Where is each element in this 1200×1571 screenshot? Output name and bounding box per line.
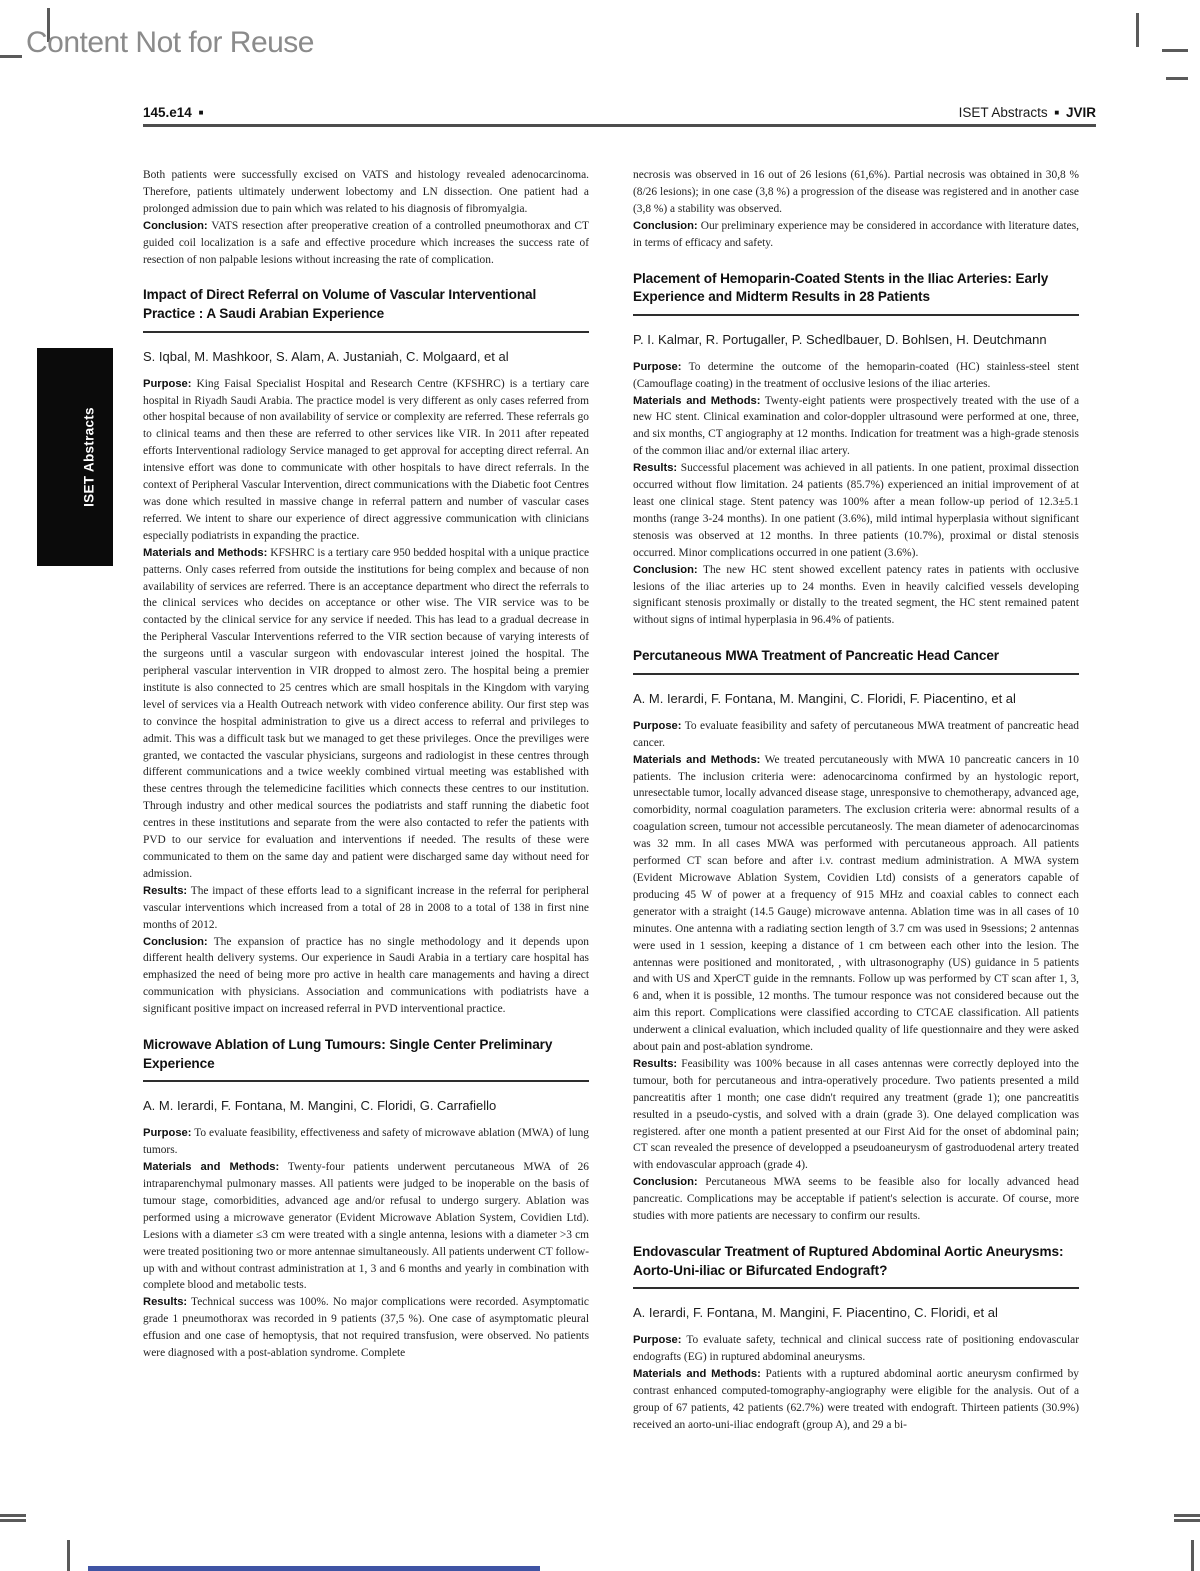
page-number-group [143,105,206,120]
crop-mark-top-right-horizontal-2 [1166,77,1188,80]
abstract-paragraph [633,359,1079,393]
author-line: P. I. Kalmar, R. Portugaller, P. Schedlbauer, D. Bohlsen, H. Deutchmann [633,331,1047,347]
crop-mark-top-right-vertical [1136,13,1139,47]
section-label: Purpose: [143,377,192,390]
side-tab-label: ISET Abstracts [81,407,97,507]
section-label: Conclusion: [143,935,208,948]
section-label: Conclusion: [633,219,698,232]
abstract-paragraph: necrosis was observed in 16 out of 26 lesions (61,6%). Partial necrosis was obtained in 30,8 % (8/26 lesions); in one case (3,8 %) a progression of the disease was registered and in another case (3,8 %) a stability was observed. [633,169,1079,215]
bottom-blue-bar [88,1566,540,1571]
abstract-paragraph [143,376,589,545]
abstract-paragraph [633,460,1079,561]
crop-mark-bottom-right-horizontal-1 [1174,1514,1200,1517]
section-label: Materials and Methods: [633,394,761,407]
crop-mark-bottom-left-horizontal-1 [0,1514,26,1517]
paragraph-text: Technical success was 100%. No major complications were recorded. Asymptomatic grade 1 pneumothorax was recorded in 9 patients (37,5 %). One case of asymptomatic pleural effusion and one case of hemoptysis, that not required transfusion, were observed. No patients were diagnosed with a post-ablation syndrome. Complete [143,1296,589,1360]
abstract-title: Impact of Direct Referral on Volume of Vascular Interventional Practice : A Saudi Arabian Experience [143,286,589,332]
author-line: A. Ierardi, F. Fontana, M. Mangini, F. Piacentino, C. Floridi, et al [633,1305,998,1321]
square-marker-icon: ■ [198,108,204,117]
abstract-paragraph [143,545,589,883]
watermark-text: Content Not for Reuse [26,26,314,59]
page-number: 145.e14 [143,105,192,120]
section-title: ISET Abstracts [958,105,1048,120]
abstract-paragraph [633,1366,1079,1434]
abstract-paragraph [143,218,589,269]
paragraph-text: We treated percutaneously with MWA 10 pancreatic cancers in 10 patients. The inclusion criteria were: adenocarcinoma confirmed by an hystologic report, unresectable tumor, locally advanced disease stage, unresponsive to chemotherapy, advanced age, comorbidity, normal coagulation parameters. The exclusion criteria were: abnormal results of a coagulation screen, tumour not accessible percutaneosly. The mean diameter of adenocarcinomas was 32 mm. In all cases MWA was performed with percutaneous approach. All patients performed CT scan before and after i.v. contrast medium administration. A MWA system (Evident Microwave Ablation System, Covidien Ltd) consists of a generators capable of producing 45 W of power at a frequency of 915 MHz and coaxial cables to connect each generator with a straight (14.5 Gauge) microwave antenna. Ablation time was in all cases of 10 minutes. One antenna with a radiating section length of 3.7 cm was used in 9sessions; 2 antennas were used in 1 session, keeping a distance of 1 cm between each other into the lesion. The antennas were positioned and monitorated, , with ultrasonography (US) guidance in 5 patients and with US and XperCT guide in the remnants. Follow up was performed by CT scan after 1, 3, 6 and, when it is possible, 12 months. The tumour responce was not considered because out the aim this report. Complications were classified according to CTCAE classification. All patients underwent a clinical evaluation, which included quality of life questionnaire and they were asked about pain and post-ablation syndrome. [633,753,1079,1054]
section-label: Purpose: [143,1127,192,1140]
paragraph-text: Twenty-eight patients were prospectively treated with the use of a new HC stent. Clinical examination and color-doppler ultrasound were performed at one, three, and six months, CT angiography at 12 months. Indication for treatment was a high-grade stenosis of the common iliac and/or external iliac artery. [633,394,1079,458]
crop-mark-top-right-horizontal-1 [1162,49,1188,52]
abstract-paragraph [633,752,1079,1056]
section-label: Results: [143,1296,188,1309]
abstract-paragraph [143,1125,589,1159]
section-label: Materials and Methods: [633,753,761,766]
crop-mark-bottom-left-vertical [67,1540,70,1571]
paragraph-text: To evaluate feasibility, effectiveness and safety of microwave ablation (MWA) of lung tumors. [143,1127,589,1157]
journal-title-group [959,105,1096,120]
paragraph-text: The new HC stent showed excellent patency rates in patients with occlusive lesions of the iliac arteries up to 24 months. Even in heavily calcified vessels developing significant stenosis proximally or distally to the treated segment, the HC stent remained patent without signs of intimal hyperplasia in 96.4% of patients. [633,563,1079,627]
running-head [143,105,1096,120]
abstract-title: Microwave Ablation of Lung Tumours: Single Center Preliminary Experience [143,1036,589,1082]
author-line: A. M. Ierardi, F. Fontana, M. Mangini, C. Floridi, G. Carrafiello [143,1098,497,1114]
section-label: Conclusion: [633,563,698,576]
author-line: A. M. Ierardi, F. Fontana, M. Mangini, C. Floridi, F. Piacentino, et al [633,690,1016,706]
abstract-paragraph [633,718,1079,752]
abstract-paragraph: Both patients were successfully excised on VATS and histology revealed adenocarcinoma. Therefore, patients ultimately underwent lobectomy and LN dissection. One patient had a prolonged admission due to pain which was related to his diagnosis of fibromyalgia. [143,169,589,215]
header-rule [143,124,1096,127]
paragraph-text: Successful placement was achieved in all patients. In one patient, proximal dissection occurred without flow limitation. 24 patients (85.7%) experienced an initial improvement of at least one clinical stage. Stent patency was 100% after a mean follow-up period of 12.3±5.1 months (range 3-24 months). In one patient (3.6%), mild intimal hyperplasia without significant stenosis was observed at 12 months. In three patients (10.7%), proximal or distal stenosis occurred. Minor complications occurred in one patient (3.6%). [633,462,1079,559]
left-column [143,167,589,1362]
crop-mark-bottom-right-horizontal-2 [1174,1519,1200,1522]
section-label: Materials and Methods: [633,1368,761,1380]
paragraph-text: Twenty-four patients underwent percutaneous MWA of 26 intraparenchymal pulmonary masses. All patients were judged to be inoperable on the basis of tumour stage, comorbidities, advanced age and/or refusal to undergo surgery. Ablation was performed using a microwave generator (Evident Microwave Ablation System, Covidien Ltd). Lesions with a diameter ≤3 cm were treated with a single antenna, lesions with a diameter >3 cm were treated positioning two or more antennae simultaneously. All patients underwent CT follow-up with and without contrast administration at 1, 3 and 6 months and yearly in combination with complete blood and metabolic tests. [143,1161,590,1292]
abstract-title: Placement of Hemoparin-Coated Stents in the Iliac Arteries: Early Experience and Midterm Results in 28 Patients [633,270,1079,316]
abstract-paragraph [633,562,1079,630]
abstract-paragraph [633,393,1079,461]
section-label: Results: [143,884,188,897]
square-marker-icon: ■ [1054,108,1060,117]
abstract-paragraph [143,883,589,934]
abstract-paragraph [143,934,589,1019]
paragraph-text: To evaluate feasibility and safety of percutaneous MWA treatment of pancreatic head cancer. [633,719,1079,749]
abstract-paragraph [633,218,1079,252]
abstract-paragraph [143,1159,589,1294]
abstract-paragraph [143,1294,589,1362]
right-column [633,167,1079,1434]
paragraph-text: Percutaneous MWA seems to be feasible also for locally advanced head pancreatic. Complications may be acceptable if patient's selection is accurate. Of course, more studies with more patients are necessary to confirm our results. [633,1176,1079,1223]
crop-mark-top-left-horizontal [0,55,22,58]
side-tab [37,348,113,566]
section-label: Conclusion: [633,1176,698,1189]
paragraph-text: The expansion of practice has no single methodology and it depends upon different health delivery systems. Our experience in Saudi Arabia in a tertiary care hospital has emphasized the need of being more pro active in health care managements and having a direct communication with physicians. Association and communications with podiatrists have a significant positive impact on increased referral in PVD interventional practice. [143,935,589,1016]
paragraph-text: Feasibility was 100% because in all cases antennas were correctly deployed into the tumour, both for percutaneous and intra-operatively procedure. Two patients presented a mild pancreatitis after 1 month; one case didn't required any treatment (grade 1); one pancreatitis resulted in a pseudo-cystis, and solved with a drain (grade 3). One delayed complication was registered. after one month a patient presented at our First Aid for the onset of abdominal pain; CT scan revealed the presence of developped a pseudoaneurysm of gastroduodenal artery treated with endovascular approach (grade 4). [633,1057,1079,1172]
abstract-title: Endovascular Treatment of Ruptured Abdominal Aortic Aneurysms: Aorto-Uni-iliac or Bifurcated Endograft? [633,1243,1079,1289]
abstract-paragraph [633,1332,1079,1366]
paragraph-text: Patients with a ruptured abdominal aortic aneurysm confirmed by contrast enhanced computed-tomography-angiography were eligible for the analysis. Out of a group of 67 patients, 42 patients (62.7%) were treated with endograft. Thirteen patients (30.9%) received an aorto-uni-iliac endograft (group A), and 29 a bi- [633,1368,1079,1431]
abstract-paragraph [633,1174,1079,1225]
section-label: Purpose: [633,1334,682,1347]
section-label: Materials and Methods: [143,546,268,559]
section-label: Conclusion: [143,219,208,232]
section-label: Purpose: [633,360,682,373]
abstract-title: Percutaneous MWA Treatment of Pancreatic Head Cancer [633,647,1079,675]
paragraph-text: To evaluate safety, technical and clinical success rate of positioning endovascular endografts (EG) in ruptured abdominal aneurysms. [633,1334,1079,1364]
paragraph-text: The impact of these efforts lead to a significant increase in the referral for peripheral vascular interventions which increased from a total of 28 in 2008 to a total of 138 in first nine months of 2012. [143,884,589,931]
journal-abbreviation: JVIR [1065,105,1096,120]
crop-mark-bottom-left-horizontal-2 [0,1519,26,1522]
paragraph-text: KFSHRC is a tertiary care 950 bedded hospital with a unique practice patterns. Only cases referred from outside the institutions for being complex and because of non availability of services are referred. There is an acceptance department who direct the referrals to the clinical services who decides on acceptance or other wise. The VIR service was to be contacted by the clinical service for any service if needed. This has lead to a gradual decrease in the Peripheral Vascular Interventions referred to the VIR section because of varying interests of the surgeons until a vascular surgeon with endovascular interest joined the hospital. The peripheral vascular intervention in VIR dropped to almost zero. The hospital being a premier institute is also connected to 25 centres which are small hospitals in the Kingdom with varying level of services via a Health Outreach network with video conference ability. Our first step was to convince the hospital administration to give us a direct access to referral and privileges to admit. This was a difficult task but we managed to get these privileges. Once the previliges were granted, we contacted the vascular physicians, surgeons and radiologist in these centres through different communications and a twice weekly combined virtual meeting was established with these centres through the telemedicine facilities which connects these centres to our institution. Through industry and other medical sources the podiatrists and staff running the diabetic foot centres in these institutions and separate from the were also contacted to refer the patients with PVD to our service for evaluation and interventions if needed. The results of these were communicated to them on the same day and patient were discharged same day without need for admission. [143,546,589,880]
paragraph-text: Our preliminary experience may be considered in accordance with literature dates, in terms of efficacy and safety. [633,219,1079,249]
author-line: S. Iqbal, M. Mashkoor, S. Alam, A. Justaniah, C. Molgaard, et al [143,348,509,364]
paragraph-text: VATS resection after preoperative creation of a controlled pneumothorax and CT guided coil localization is a safe and effective procedure which increases the success rate of resection of non palpable lesions without increasing the rate of complication. [143,219,589,266]
section-label: Results: [633,1057,678,1070]
section-label: Results: [633,462,678,475]
section-label: Materials and Methods: [143,1161,280,1174]
paragraph-text: To determine the outcome of the hemoparin-coated (HC) stainless-steel stent (Camouflage coating) in the treatment of occlusive lesions of the iliac arteries. [633,360,1079,390]
abstract-paragraph [633,1056,1079,1174]
paragraph-text: King Faisal Specialist Hospital and Research Centre (KFSHRC) is a tertiary care hospital in Riyadh Saudi Arabia. The practice model is very different as only cases referred from other hospital because of non availability of service or complexity are referred. These referrals go to clinical teams and then these are referred to other services like VIR. In 2011 after repeated efforts Interventional radiology Service managed to get approval for accepting direct referral. An intensive effort was done to communicate with other hospitals to have direct referrals. In the context of Peripheral Vascular Intervention, direct communications with the Diabetic foot Centres was done which resulted in massive change in referral pattern and number of vascular cases referred. We intent to share our experience of direct aggressive communication with clinicians especially podiatrists in expanding the practice. [143,377,590,542]
section-label: Purpose: [633,719,682,732]
crop-mark-bottom-right-vertical [1191,1540,1194,1571]
